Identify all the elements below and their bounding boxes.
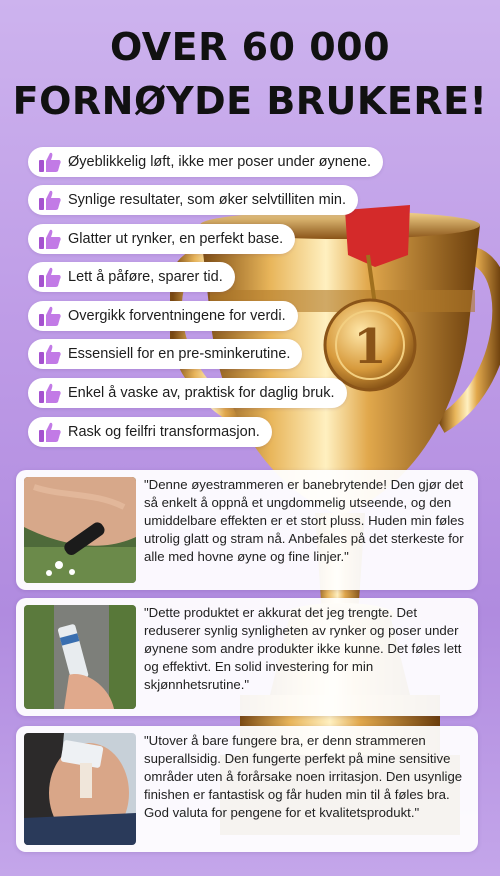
thumbs-up-icon: [38, 228, 62, 250]
benefit-text: Rask og feilfri transformasjon.: [68, 424, 260, 440]
svg-text:1: 1: [353, 319, 387, 375]
review-card: [16, 470, 478, 590]
thumbs-up-icon: [38, 189, 62, 211]
review-photo: [24, 477, 136, 583]
benefit-item: [28, 417, 272, 447]
headline-line-1: OVER 60 000: [109, 25, 391, 69]
benefit-text: Enkel å vaske av, praktisk for daglig bruk.: [68, 385, 335, 401]
thumbs-up-icon: [38, 305, 62, 327]
thumbs-up-icon: [38, 382, 62, 404]
review-text: "Utover å bare fungere bra, er denn strammeren superallsidig. Den fungerte perfekt på mine sensitive områder uten å forårsake noen irritasjon. Den usynlige finishen er fantastisk og får huden min til å føles bra. God valuta for pengene for et kvalitetsprodukt.": [144, 733, 463, 820]
benefit-item: [28, 185, 358, 215]
headline: [0, 20, 500, 128]
thumbs-up-icon: [38, 266, 62, 288]
benefit-item: [28, 147, 383, 177]
benefit-item: [28, 378, 347, 408]
review-photo: [24, 605, 136, 709]
headline-line-2: FORNØYDE BRUKERE!: [12, 79, 488, 123]
benefit-item: [28, 262, 235, 292]
review-text: "Denne øyestrammeren er banebrytende! Den gjør det så enkelt å oppnå et ungdommelig utseende, og den umiddelbare effekten er et stort pluss. Huden min føles utrolig glatt og stram nå. Anbefales på det sterkeste for alle med hovne øyne og fine linjer.": [144, 477, 465, 564]
benefit-item: [28, 301, 298, 331]
review-card: [16, 726, 478, 852]
thumbs-up-icon: [38, 151, 62, 173]
thumbs-up-icon: [38, 343, 62, 365]
benefit-text: Synlige resultater, som øker selvtilliten min.: [68, 192, 347, 208]
thumbs-up-icon: [38, 421, 62, 443]
benefit-item: [28, 339, 302, 369]
review-photo: [24, 733, 136, 845]
benefit-text: Essensiell for en pre-sminkerutine.: [68, 346, 291, 362]
benefit-text: Lett å påføre, sparer tid.: [68, 269, 223, 285]
review-card: [16, 598, 478, 716]
benefit-text: Overgikk forventningene for verdi.: [68, 308, 286, 324]
benefit-item: [28, 224, 295, 254]
benefit-text: Glatter ut rynker, en perfekt base.: [68, 231, 284, 247]
review-text: "Dette produktet er akkurat det jeg trengte. Det reduserer synlig synligheten av rynker og poser under øynene som andre produkter ikke kunne. Det føles lett og effektivt. En solid investering for min skjønnhetsrutine.": [144, 605, 462, 692]
benefit-text: Øyeblikkelig løft, ikke mer poser under øynene.: [68, 154, 372, 170]
